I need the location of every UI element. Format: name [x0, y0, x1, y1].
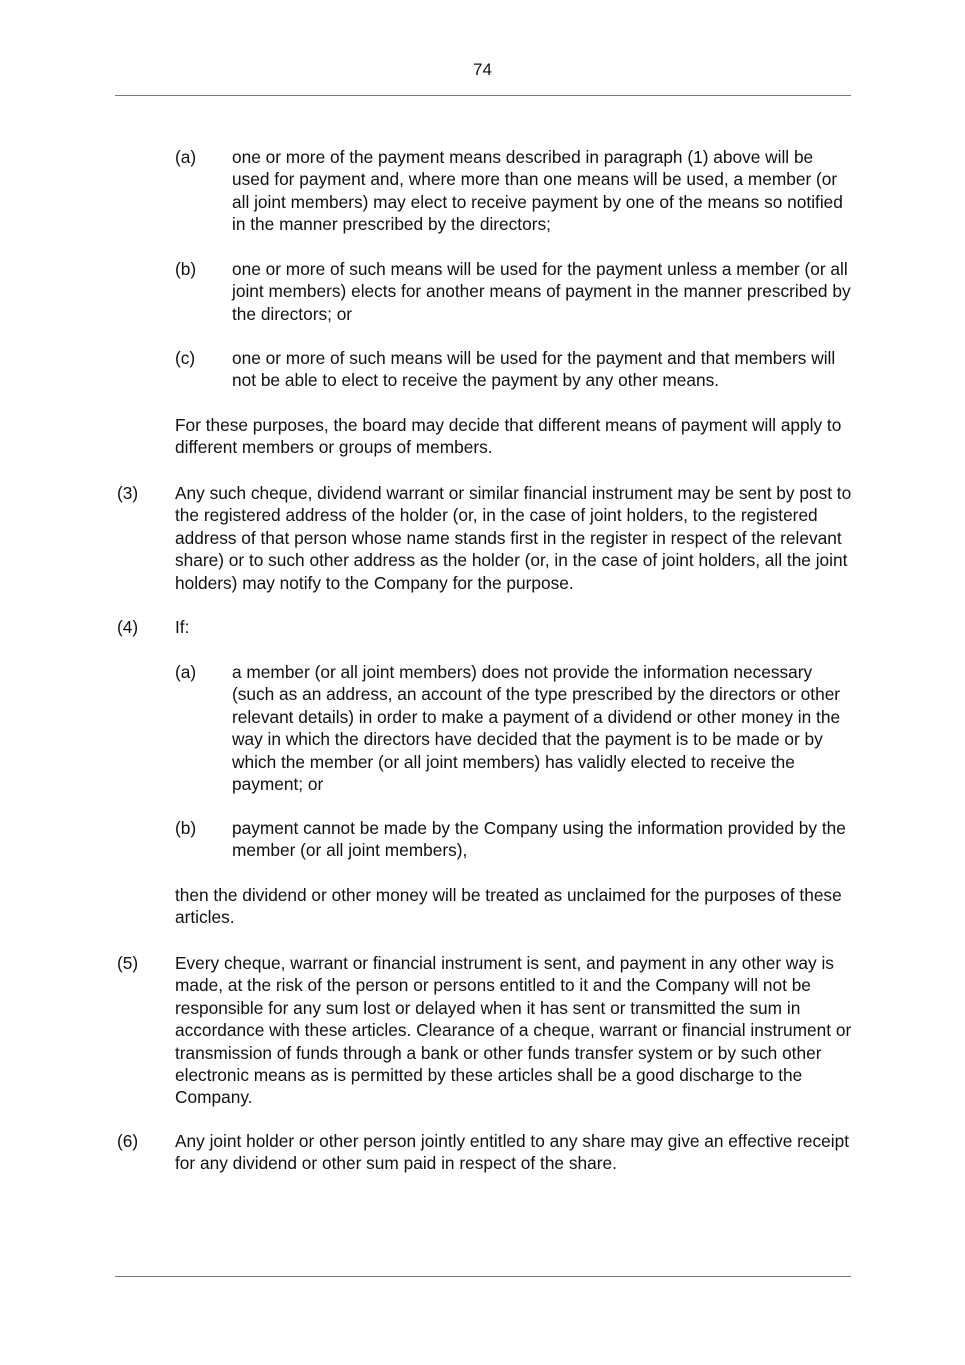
clause-text: If: — [175, 617, 190, 637]
clause-text: Any joint holder or other person jointly entitled to any share may give an effective receipt for any dividend or other sum paid in respect of the share. — [175, 1131, 850, 1174]
clause-text: Any such cheque, dividend warrant or similar financial instrument may be sent by post to the registered address of the holder (or, in the case of joint holders, to the registered address of that person whose name stands first in the register in respect of the relevant share) or to such other address as the holder (or, in the case of joint holders, all the joint holders) may notify to the Company for the purpose. — [175, 483, 852, 593]
clause-number: (5) — [117, 953, 139, 973]
clause-number: (4) — [117, 617, 139, 637]
paragraph: then the dividend or other money will be treated as unclaimed for the purposes of these articles. — [175, 885, 842, 928]
clause-number: (6) — [117, 1131, 139, 1151]
list-item-text: payment cannot be made by the Company using the information provided by the member (or all joint members), — [232, 818, 846, 861]
list-item-label: (b) — [175, 259, 197, 279]
footer-divider — [115, 1276, 851, 1277]
list-item-label: (a) — [175, 662, 197, 682]
list-item-label: (b) — [175, 818, 197, 838]
list-item-label: (c) — [175, 348, 196, 368]
clause-text: Every cheque, warrant or financial instrument is sent, and payment in any other way is made, at the risk of the person or persons entitled to it and the Company will not be responsible for any sum lost or delayed when it has sent or transmitted the sum in accordance with these articles. Clearance of a cheque, warrant or financial instrument or transmission of funds through a bank or other funds transfer system or by such other electronic means as is permitted by these articles shall be a good discharge to the Company. — [175, 953, 852, 1108]
clause-number: (3) — [117, 483, 139, 503]
list-item-label: (a) — [175, 147, 197, 167]
list-item-text: one or more of such means will be used for the payment unless a member (or all joint members) elects for another means of payment in the manner prescribed by the directors; or — [232, 259, 851, 324]
paragraph: For these purposes, the board may decide that different means of payment will apply to different members or groups of members. — [175, 415, 842, 458]
list-item-text: one or more of such means will be used for the payment and that members will not be able to elect to receive the payment by any other means. — [232, 348, 836, 391]
header-divider — [115, 95, 851, 96]
list-item-text: a member (or all joint members) does not provide the information necessary (such as an address, an account of the type prescribed by the directors or other relevant details) in order to make a payment of a dividend or other money in the way in which the directors have decided that the payment is to be made or by which the member (or all joint members) has validly elected to receive the payment; or — [232, 662, 841, 795]
list-item-text: one or more of the payment means described in paragraph (1) above will be used for payment and, where more than one means will be used, a member (or all joint members) may elect to receive payment by one of the means so notified in the manner prescribed by the directors; — [232, 147, 843, 235]
page-number: 74 — [473, 60, 492, 79]
